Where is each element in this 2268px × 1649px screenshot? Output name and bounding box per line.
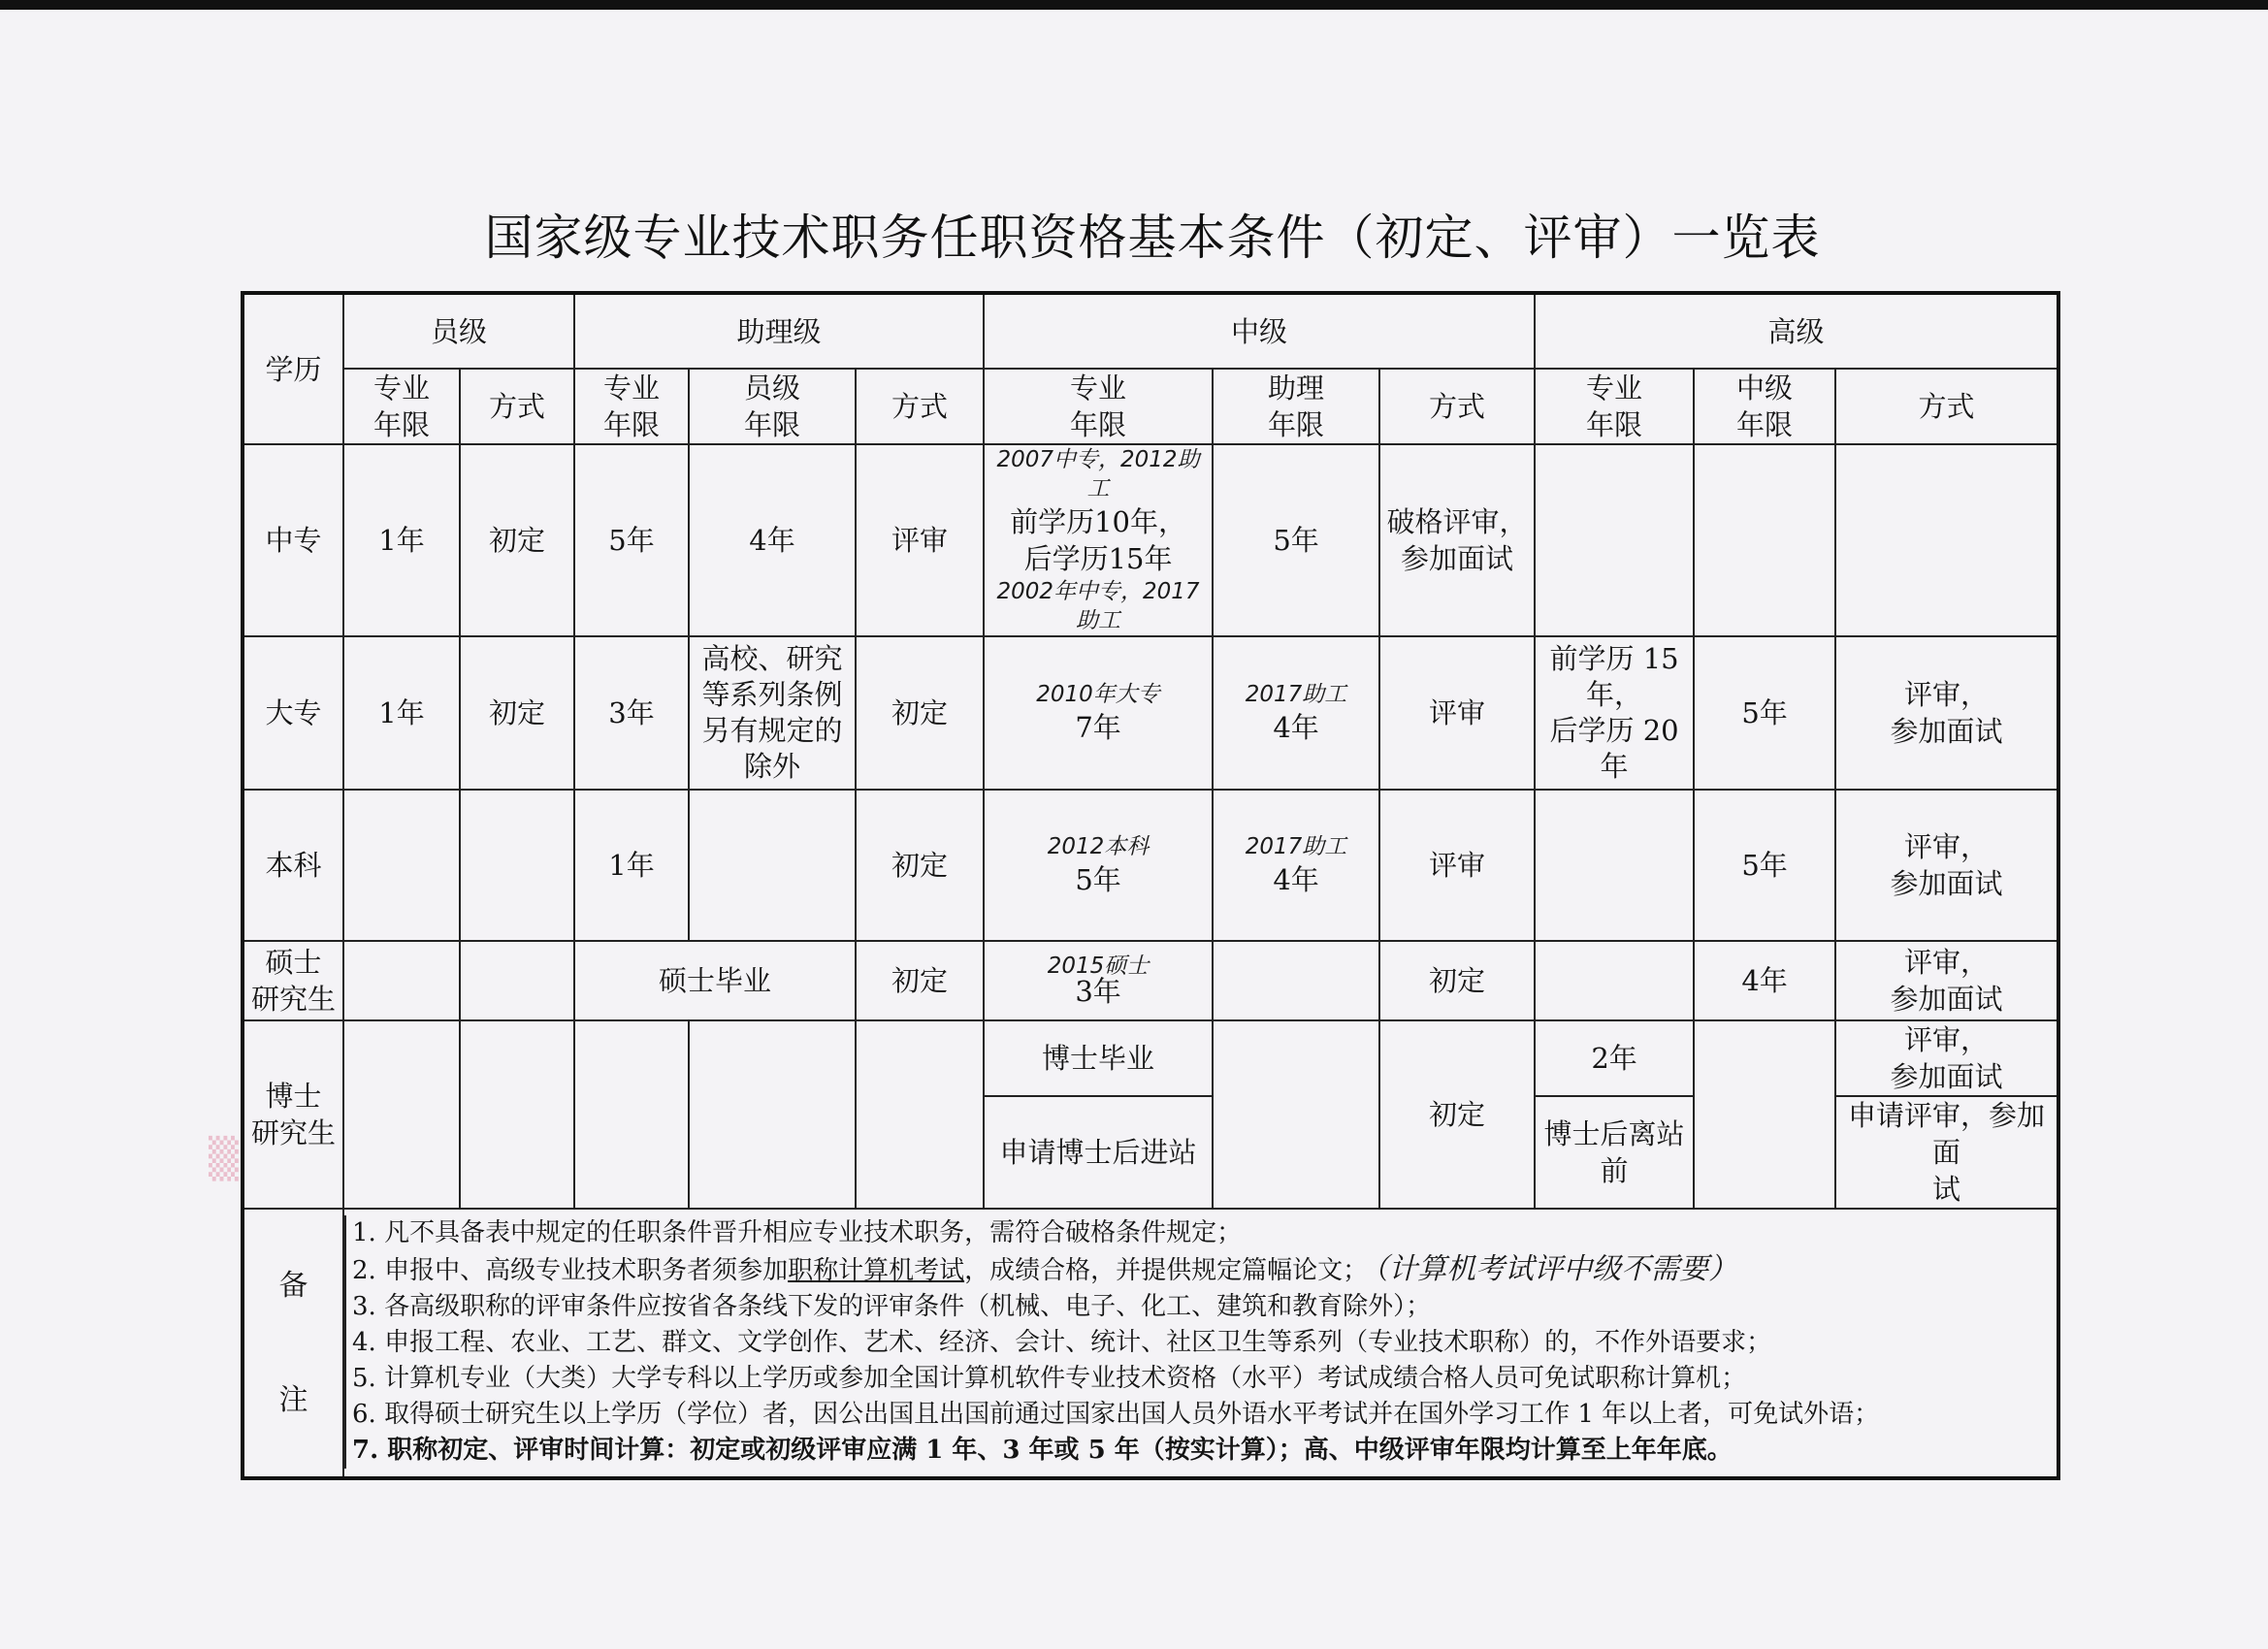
cell-zhuli-method: 评审 bbox=[856, 444, 984, 636]
row-dazhuan bbox=[243, 636, 2058, 790]
handwritten-note: 2010年大专 bbox=[1036, 682, 1160, 707]
note-item-2-text: 2. 申报中、高级专业技术职务者须参加 bbox=[352, 1256, 789, 1285]
row-label: 本科 bbox=[243, 790, 343, 941]
cell-gao-zhong-years: 4年 bbox=[1694, 941, 1835, 1020]
cell-zhong-method: 初定 bbox=[1379, 941, 1535, 1020]
header-level-gao: 高级 bbox=[1535, 293, 2058, 369]
header-gao-years: 专业 年限 bbox=[1535, 369, 1694, 444]
cell-zhong-method: 破格评审， 参加面试 bbox=[1379, 444, 1535, 636]
header-zhuli-years: 专业 年限 bbox=[574, 369, 689, 444]
cell-yuan-method: 初定 bbox=[460, 636, 574, 790]
note-item-6: 6. 取得硕士研究生以上学历（学位）者，因公出国且出国前通过国家出国人员外语水平考试并在国外学习工作 1 年以上者，可免试外语； bbox=[344, 1397, 2057, 1433]
cell-zhong-method: 评审 bbox=[1379, 636, 1535, 790]
cell-gao-method-b: 申请评审，参加面 试 bbox=[1835, 1096, 2058, 1209]
notes-label bbox=[243, 1209, 343, 1478]
cell-yuan-method: 初定 bbox=[460, 444, 574, 636]
row-zhongzhuan bbox=[243, 444, 2058, 636]
cell-zhong-years bbox=[984, 636, 1213, 790]
note-item-2-tail: ，成绩合格，并提供规定篇幅论文； bbox=[964, 1256, 1369, 1285]
note-item-1: 1. 凡不具备表中规定的任职条件晋升相应专业技术职务，需符合破格条件规定； bbox=[344, 1215, 2057, 1251]
cell-zhuli-method: 初定 bbox=[856, 941, 984, 1020]
row-label: 中专 bbox=[243, 444, 343, 636]
cell-zhuli-years: 3年 bbox=[574, 636, 689, 790]
header-zhong-years: 专业 年限 bbox=[984, 369, 1213, 444]
handwritten-note: 2017助工 bbox=[1245, 834, 1347, 859]
handwritten-note: 2015硕士 bbox=[1047, 954, 1150, 979]
cell-zhuli-method bbox=[856, 1020, 984, 1209]
cell-zhong-zhuli-years bbox=[1213, 941, 1379, 1020]
notes-label-2: 注 bbox=[278, 1382, 308, 1417]
note-item-4: 4. 申报工程、农业、工艺、群文、文学创作、艺术、经济、会计、统计、社区卫生等系列（专业技术职称）的，不作外语要求； bbox=[344, 1325, 2057, 1361]
cell-zhong-a: 博士毕业 bbox=[984, 1020, 1213, 1096]
cell-yuan-years: 1年 bbox=[343, 636, 460, 790]
note-item-7: 7. 职称初定、评审时间计算：初定或初级评审应满 1 年、3 年或 5 年（按实计算）；高、中级评审年限均计算至上年年底。 bbox=[344, 1433, 2057, 1469]
cell-text: 5年 bbox=[1075, 863, 1121, 896]
cell-zhong-method: 评审 bbox=[1379, 790, 1535, 941]
header-zhuli-method: 方式 bbox=[856, 369, 984, 444]
handwritten-note: 2012本科 bbox=[1047, 834, 1150, 859]
notes-row bbox=[243, 1209, 2058, 1478]
cell-text: 4年 bbox=[1273, 863, 1319, 896]
cell-zhong-zhuli-years bbox=[1213, 636, 1379, 790]
header-zhong-zhuli-years: 助理 年限 bbox=[1213, 369, 1379, 444]
cell-zhuli-yuan-years: 4年 bbox=[689, 444, 856, 636]
cell-gao-years-a: 2年 bbox=[1535, 1020, 1694, 1096]
header-yuan-years: 专业 年限 bbox=[343, 369, 460, 444]
header-zhuli-yuan-years: 员级 年限 bbox=[689, 369, 856, 444]
header-row-sub bbox=[243, 369, 2058, 444]
cell-gao-method-a: 评审， 参加面试 bbox=[1835, 1020, 2058, 1096]
header-education: 学历 bbox=[243, 293, 343, 444]
cell-text: 7年 bbox=[1075, 711, 1121, 744]
note-item-2 bbox=[344, 1251, 2057, 1289]
cell-gao-method: 评审， 参加面试 bbox=[1835, 941, 2058, 1020]
cell-gao-years bbox=[1535, 444, 1694, 636]
cell-gao-years bbox=[1535, 790, 1694, 941]
row-label: 博士 研究生 bbox=[243, 1020, 343, 1209]
header-level-zhong: 中级 bbox=[984, 293, 1535, 369]
cell-yuan-years: 1年 bbox=[343, 444, 460, 636]
note-item-3: 3. 各高级职称的评审条件应按省各条线下发的评审条件（机械、电子、化工、建筑和教育除外）； bbox=[344, 1289, 2057, 1325]
handwritten-note: （计算机考试评中级不需要） bbox=[1374, 1252, 1738, 1286]
cell-zhong-years bbox=[984, 444, 1213, 636]
cell-yuan-years bbox=[343, 790, 460, 941]
scan-top-edge bbox=[0, 0, 2268, 10]
cell-yuan-method bbox=[460, 1020, 574, 1209]
header-row-levels bbox=[243, 293, 2058, 369]
cell-yuan-years bbox=[343, 941, 460, 1020]
faint-stamp-mark: ▒ bbox=[209, 1137, 239, 1181]
note-item-5: 5. 计算机专业（大类）大学专科以上学历或参加全国计算机软件专业技术资格（水平）考试成绩合格人员可免试职称计算机； bbox=[344, 1361, 2057, 1397]
cell-gao-years: 前学历 15 年， 后学历 20 年 bbox=[1535, 636, 1694, 790]
header-level-zhuli: 助理级 bbox=[574, 293, 984, 369]
cell-yuan-years bbox=[343, 1020, 460, 1209]
notes-list bbox=[343, 1209, 2058, 1478]
cell-zhong-years bbox=[984, 941, 1213, 1020]
cell-zhong-zhuli-years: 5年 bbox=[1213, 444, 1379, 636]
cell-zhuli-merged: 硕士毕业 bbox=[574, 941, 856, 1020]
cell-gao-method bbox=[1835, 444, 2058, 636]
cell-zhuli-method: 初定 bbox=[856, 790, 984, 941]
cell-zhuli-yuan-years bbox=[689, 1020, 856, 1209]
cell-gao-zhong-years: 5年 bbox=[1694, 790, 1835, 941]
cell-zhuli-years: 1年 bbox=[574, 790, 689, 941]
cell-gao-zhong-years bbox=[1694, 444, 1835, 636]
cell-zhuli-years: 5年 bbox=[574, 444, 689, 636]
cell-zhuli-yuan-years bbox=[689, 790, 856, 941]
cell-gao-years-b: 博士后离站 前 bbox=[1535, 1096, 1694, 1209]
cell-text: 3年 bbox=[1075, 975, 1121, 1008]
cell-zhong-years bbox=[984, 790, 1213, 941]
cell-gao-method: 评审， 参加面试 bbox=[1835, 636, 2058, 790]
cell-text: 4年 bbox=[1273, 711, 1319, 744]
cell-yuan-method bbox=[460, 941, 574, 1020]
note-item-2-underlined: 职称计算机考试 bbox=[788, 1256, 965, 1285]
cell-gao-method: 评审， 参加面试 bbox=[1835, 790, 2058, 941]
handwritten-note: 2002年中专，2017助工 bbox=[996, 579, 1200, 633]
cell-zhuli-method: 初定 bbox=[856, 636, 984, 790]
header-yuan-method: 方式 bbox=[460, 369, 574, 444]
row-benke bbox=[243, 790, 2058, 941]
cell-gao-zhong-years: 5年 bbox=[1694, 636, 1835, 790]
notes-label-1: 备 bbox=[278, 1268, 308, 1303]
row-label: 大专 bbox=[243, 636, 343, 790]
header-level-yuan: 员级 bbox=[343, 293, 574, 369]
cell-gao-years bbox=[1535, 941, 1694, 1020]
qualification-table bbox=[241, 291, 2060, 1480]
cell-text: 前学历10年， 后学历15年 bbox=[1010, 505, 1186, 575]
cell-gao-zhong-years bbox=[1694, 1020, 1835, 1209]
cell-zhong-zhuli-years bbox=[1213, 1020, 1379, 1209]
cell-zhong-zhuli-years bbox=[1213, 790, 1379, 941]
row-boshi bbox=[243, 1020, 2058, 1096]
cell-zhuli-yuan-years: 高校、研究 等系列条例 另有规定的 除外 bbox=[689, 636, 856, 790]
cell-zhong-method: 初定 bbox=[1379, 1020, 1535, 1209]
header-gao-zhong-years: 中级 年限 bbox=[1694, 369, 1835, 444]
cell-zhuli-years bbox=[574, 1020, 689, 1209]
row-label: 硕士 研究生 bbox=[243, 941, 343, 1020]
header-gao-method: 方式 bbox=[1835, 369, 2058, 444]
handwritten-note: 2007中专，2012助工 bbox=[996, 447, 1200, 501]
row-shuoshi bbox=[243, 941, 2058, 1020]
handwritten-note: 2017助工 bbox=[1245, 682, 1347, 707]
cell-yuan-method bbox=[460, 790, 574, 941]
header-zhong-method: 方式 bbox=[1379, 369, 1535, 444]
page-title: 国家级专业技术职务任职资格基本条件（初定、评审）一览表 bbox=[484, 210, 1821, 266]
cell-zhong-b: 申请博士后进站 bbox=[984, 1096, 1213, 1209]
